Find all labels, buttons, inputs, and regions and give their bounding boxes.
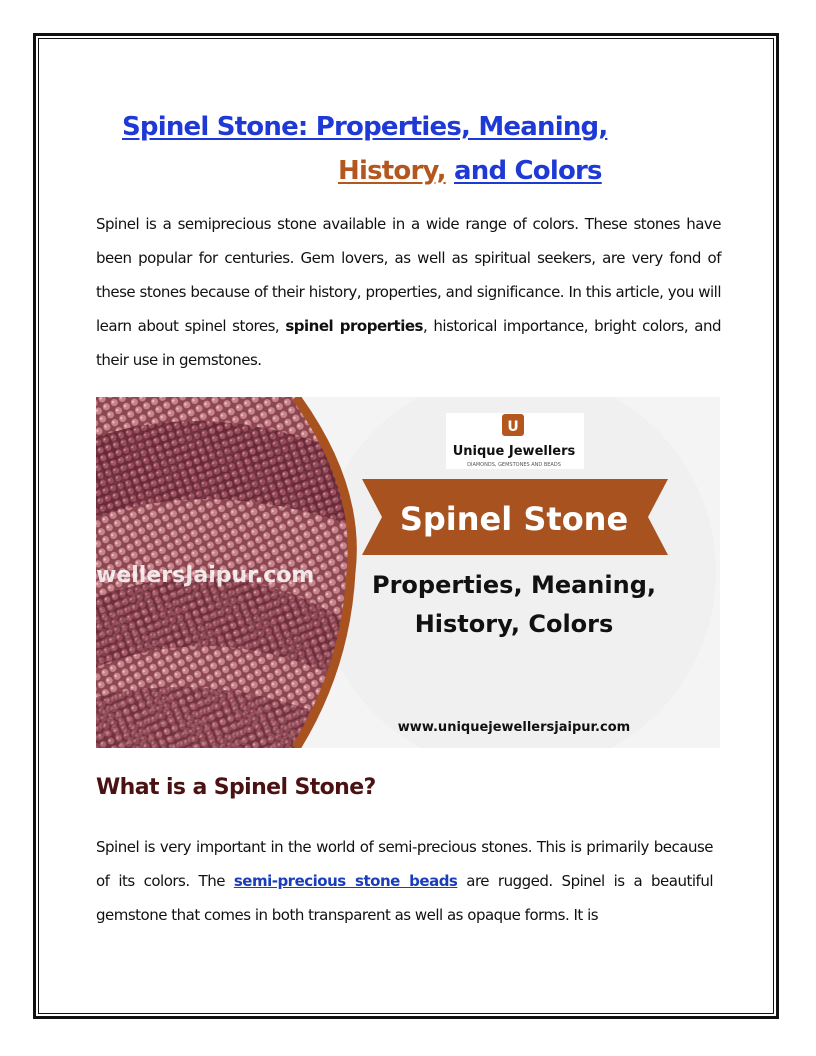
banner-ribbon-title: Spinel Stone: [399, 500, 629, 538]
article-title-history[interactable]: History,: [338, 156, 446, 186]
banner-subtitle-line-1: Properties, Meaning,: [372, 571, 656, 599]
banner-subtitle-line-2: History, Colors: [414, 610, 614, 638]
intro-bold-keyword: spinel properties: [285, 317, 423, 335]
article-title-line-1[interactable]: Spinel Stone: Properties, Meaning,: [122, 112, 608, 142]
brand-tagline: DIAMONDS, GEMSTONES AND BEADS: [467, 462, 561, 468]
brand-name: Unique Jewellers: [452, 444, 576, 459]
brand-logo-letter: U: [507, 419, 519, 435]
intro-paragraph: [96, 207, 721, 377]
section-text-2: are rugged. Spinel is a beautiful gemstone that comes in both transparent as well as opaque forms. It is: [96, 872, 713, 924]
semi-precious-beads-link[interactable]: semi-precious stone beads: [233, 872, 458, 890]
section-text-1: Spinel is very important in the world of semi-precious stones. This is primarily because of its colors. The: [96, 838, 713, 890]
intro-text-2: , historical importance, bright colors, and their use in gemstones.: [96, 317, 722, 369]
intro-text-1: Spinel is a semiprecious stone available in a wide range of colors. These stones have been popular for centuries. Gem lovers, as well as spiritual seekers, are very fond of these stones because of their history, properties, and significance. In this article, you will learn about spinel stores,: [96, 215, 721, 335]
banner-watermark: wellersJaipur.com: [96, 563, 315, 588]
banner-website: www.uniquejewellersjaipur.com: [397, 720, 631, 735]
spinel-banner-image: [96, 397, 720, 748]
section-heading: What is a Spinel Stone?: [96, 775, 376, 800]
article-title-colors[interactable]: and Colors: [454, 156, 602, 186]
section-paragraph: [96, 830, 713, 932]
